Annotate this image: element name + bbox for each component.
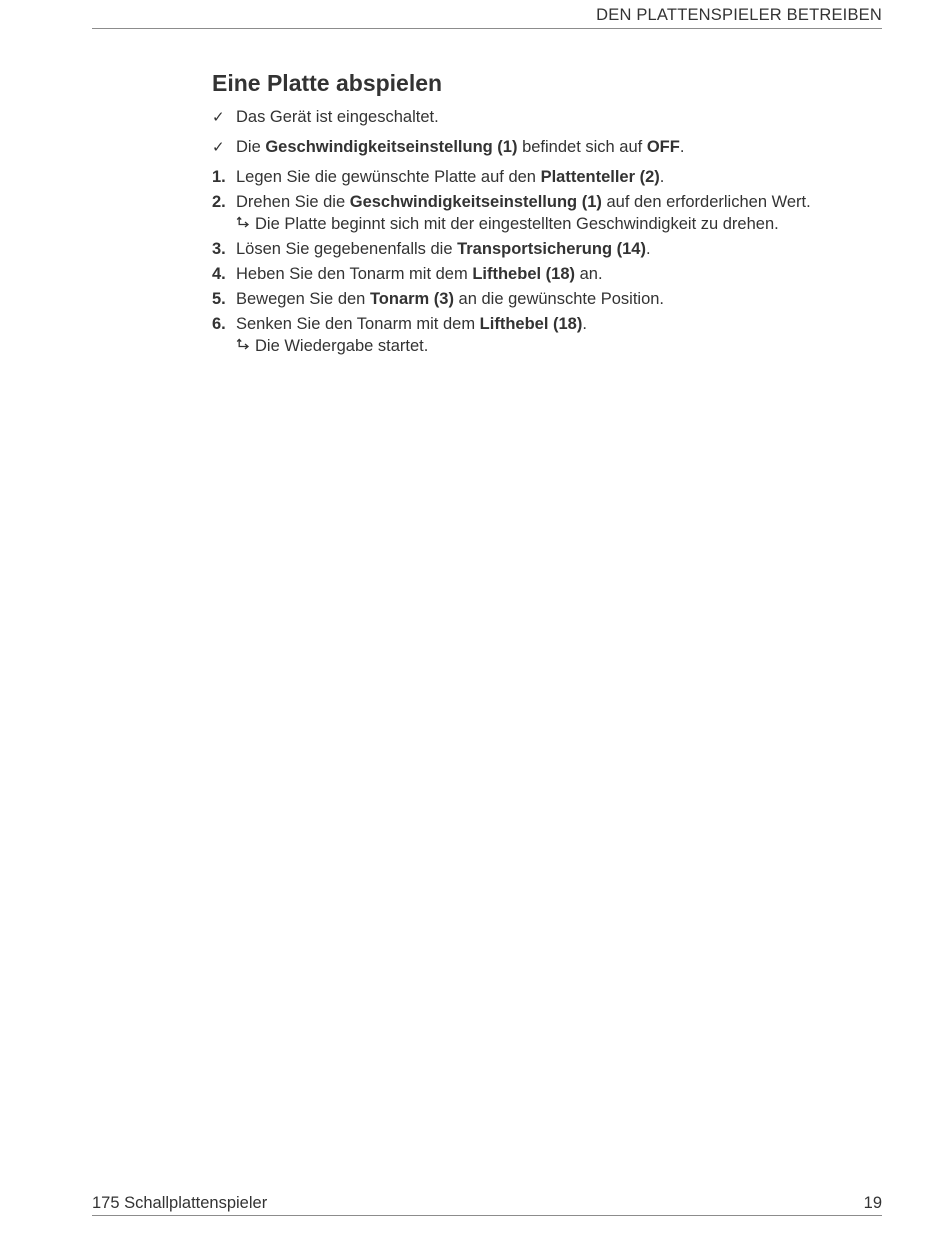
step-item bbox=[212, 238, 852, 260]
step-number: 5. bbox=[212, 290, 226, 308]
step-text: Bewegen Sie den Tonarm (3) an die gewünschte Position. bbox=[236, 290, 665, 308]
footer-product-name: 175 Schallplattenspieler bbox=[92, 1194, 268, 1212]
term-speed-setting: Geschwindigkeitseinstellung (1) bbox=[265, 138, 518, 156]
step-result bbox=[236, 335, 852, 357]
step-text: Senken Sie den Tonarm mit dem Lifthebel (18). bbox=[236, 315, 587, 333]
term-lift-lever: Lifthebel (18) bbox=[479, 315, 583, 333]
result-text: Die Wiedergabe startet. bbox=[255, 337, 429, 355]
step-result bbox=[236, 213, 852, 235]
prerequisite-list bbox=[212, 106, 852, 158]
page-footer bbox=[92, 1190, 882, 1216]
step-number: 4. bbox=[212, 265, 226, 283]
term-platter: Plattenteller (2) bbox=[540, 168, 660, 186]
main-content bbox=[212, 68, 852, 360]
result-arrow-icon bbox=[236, 338, 251, 353]
term-off: OFF bbox=[646, 138, 680, 156]
result-text: Die Platte beginnt sich mit der eingestellten Geschwindigkeit zu drehen. bbox=[255, 215, 779, 233]
header-section-title: DEN PLATTENSPIELER BETREIBEN bbox=[596, 6, 882, 24]
term-lift-lever: Lifthebel (18) bbox=[472, 265, 576, 283]
prerequisite-item bbox=[212, 106, 852, 128]
step-text: Legen Sie die gewünschte Platte auf den Plattenteller (2). bbox=[236, 168, 665, 186]
term-transport-lock: Transportsicherung (14) bbox=[457, 240, 646, 258]
step-text: Heben Sie den Tonarm mit dem Lifthebel (18) an. bbox=[236, 265, 603, 283]
check-icon: ✓ bbox=[212, 138, 225, 156]
prerequisite-item bbox=[212, 136, 852, 158]
step-item bbox=[212, 313, 852, 357]
step-item bbox=[212, 288, 852, 310]
step-list bbox=[212, 166, 852, 357]
step-text: Drehen Sie die Geschwindigkeitseinstellung (1) auf den erforderlichen Wert. bbox=[236, 193, 811, 211]
result-arrow-icon bbox=[236, 216, 251, 231]
step-number: 1. bbox=[212, 168, 226, 186]
section-title: Eine Platte abspielen bbox=[212, 70, 443, 96]
step-number: 6. bbox=[212, 315, 226, 333]
term-speed-setting: Geschwindigkeitseinstellung (1) bbox=[349, 193, 602, 211]
step-item bbox=[212, 191, 852, 235]
page-number: 19 bbox=[863, 1194, 882, 1212]
prerequisite-text: Die Geschwindigkeitseinstellung (1) befindet sich auf OFF. bbox=[236, 138, 685, 156]
step-number: 3. bbox=[212, 240, 226, 258]
step-text: Lösen Sie gegebenenfalls die Transportsicherung (14). bbox=[236, 240, 651, 258]
step-item bbox=[212, 263, 852, 285]
check-icon: ✓ bbox=[212, 108, 225, 126]
prerequisite-text: Das Gerät ist eingeschaltet. bbox=[236, 108, 439, 126]
step-item bbox=[212, 166, 852, 188]
step-number: 2. bbox=[212, 193, 226, 211]
term-tonearm: Tonarm (3) bbox=[369, 290, 454, 308]
page-header bbox=[92, 0, 882, 29]
